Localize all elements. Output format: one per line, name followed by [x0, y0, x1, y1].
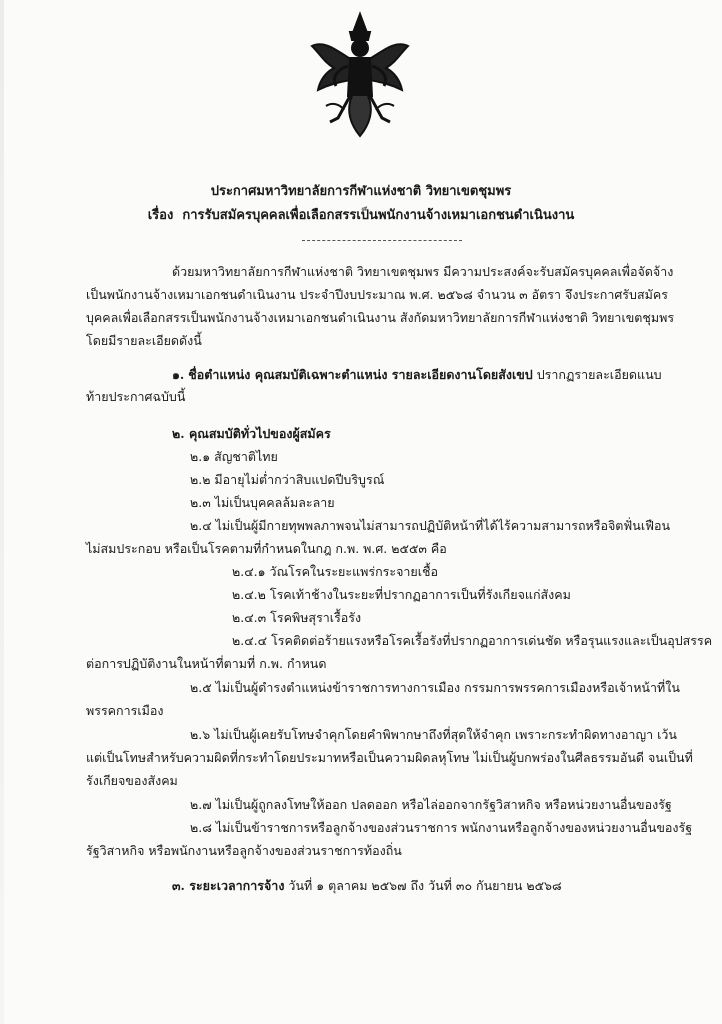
section-3-heading: ๓. ระยะเวลาการจ้าง: [172, 878, 285, 893]
section-1-line-1: [172, 367, 662, 383]
subject-text: การรับสมัครบุคคลเพื่อเลือกสรรเป็นพนักงานจ้างเหมาเอกชนดำเนินงาน: [182, 208, 575, 223]
item-2-6-line-1: ๒.๖ ไม่เป็นผู้เคยรับโทษจำคุกโดยคำพิพากษาถึงที่สุดให้จำคุก เพราะกระทำผิดทางอาญา เว้น: [190, 727, 677, 742]
separator-line: [302, 240, 462, 241]
intro-line-2: เป็นพนักงานจ้างเหมาเอกชนดำเนินงาน ประจำปีงบประมาณ พ.ศ. ๒๕๖๘ จำนวน ๓ อัตรา จึงประกาศรับสมัคร: [86, 287, 668, 302]
item-2-6-line-2: แต่เป็นโทษสำหรับความผิดที่กระทำโดยประมาทหรือเป็นความผิดลหุโทษ ไม่เป็นผู้บกพร่องในศีลธรรมอันดี จนเป็นที่: [86, 750, 693, 765]
item-2-4-4-line-1: ๒.๔.๔ โรคติดต่อร้ายแรงหรือโรคเรื้อรังที่ปรากฏอาการเด่นชัด หรือรุนแรงและเป็นอุปสรรค: [232, 633, 713, 648]
item-2-2: ๒.๒ มีอายุไม่ต่ำกว่าสิบแปดปีบริบูรณ์: [190, 472, 385, 487]
item-2-3: ๒.๓ ไม่เป็นบุคคลล้มละลาย: [190, 495, 335, 510]
item-2-6-line-3: รังเกียจของสังคม: [86, 773, 178, 788]
intro-line-3: บุคคลเพื่อเลือกสรรเป็นพนักงานจ้างเหมาเอกชนดำเนินงาน สังกัดมหาวิทยาลัยการกีฬาแห่งชาติ วิทยาเขตชุมพร: [86, 310, 675, 325]
item-2-4-line-2: ไม่สมประกอบ หรือเป็นโรคตามที่กำหนดในกฎ ก.พ. พ.ศ. ๒๕๕๓ คือ: [86, 541, 447, 556]
announcement-subject: [0, 204, 722, 225]
garuda-emblem: [306, 10, 414, 140]
item-2-7: ๒.๗ ไม่เป็นผู้ถูกลงโทษให้ออก ปลดออก หรือไล่ออกจากรัฐวิสาหกิจ หรือหน่วยงานอื่นของรัฐ: [190, 797, 672, 812]
section-3-text: วันที่ ๑ ตุลาคม ๒๕๖๗ ถึง วันที่ ๓๐ กันยายน ๒๕๖๘: [288, 878, 562, 893]
subject-label: เรื่อง: [147, 208, 174, 223]
item-2-4-2: ๒.๔.๒ โรคเท้าช้างในระยะที่ปรากฏอาการเป็นที่รังเกียจแก่สังคม: [232, 587, 571, 602]
section-2-heading: ๒. คุณสมบัติทั่วไปของผู้สมัคร: [172, 426, 331, 441]
section-3-line: [172, 878, 562, 894]
item-2-4-4-line-2: ต่อการปฏิบัติงานในหน้าที่ตามที่ ก.พ. กำหนด: [86, 656, 327, 671]
announcement-title: ประกาศมหาวิทยาลัยการกีฬาแห่งชาติ วิทยาเขตชุมพร: [210, 184, 512, 199]
item-2-4-3: ๒.๔.๓ โรคพิษสุราเรื้อรัง: [232, 610, 362, 625]
scan-edge: [0, 0, 4, 1024]
item-2-5-line-2: พรรคการเมือง: [86, 703, 164, 718]
intro-line-1: ด้วยมหาวิทยาลัยการกีฬาแห่งชาติ วิทยาเขตชุมพร มีความประสงค์จะรับสมัครบุคคลเพื่อจัดจ้าง: [172, 264, 674, 279]
section-1-heading: ชื่อตำแหน่ง คุณสมบัติเฉพาะตำแหน่ง รายละเอียดงานโดยสังเขป: [188, 367, 533, 382]
item-2-1: ๒.๑ สัญชาติไทย: [190, 449, 278, 464]
item-2-4-1: ๒.๔.๑ วัณโรคในระยะแพร่กระจายเชื้อ: [232, 564, 439, 579]
section-1-line-2: ท้ายประกาศฉบับนี้: [86, 389, 186, 404]
section-1-text: ปรากฏรายละเอียดแนบ: [536, 367, 662, 382]
section-1-number: ๑.: [172, 367, 185, 382]
item-2-5-line-1: ๒.๕ ไม่เป็นผู้ดำรงตำแหน่งข้าราชการทางการเมือง กรรมการพรรคการเมืองหรือเจ้าหน้าที่ใน: [190, 680, 680, 695]
item-2-8-line-1: ๒.๘ ไม่เป็นข้าราชการหรือลูกจ้างของส่วนราชการ พนักงานหรือลูกจ้างของหน่วยงานอื่นของรัฐ: [190, 820, 693, 835]
item-2-4-line-1: ๒.๔ ไม่เป็นผู้มีกายทุพพลภาพจนไม่สามารถปฏิบัติหน้าที่ได้ไร้ความสามารถหรือจิตฟั่นเฟือน: [190, 518, 670, 533]
item-2-8-line-2: รัฐวิสาหกิจ หรือพนักงานหรือลูกจ้างของส่วนราชการท้องถิ่น: [86, 843, 402, 858]
intro-line-4: โดยมีรายละเอียดดังนี้: [86, 333, 202, 348]
